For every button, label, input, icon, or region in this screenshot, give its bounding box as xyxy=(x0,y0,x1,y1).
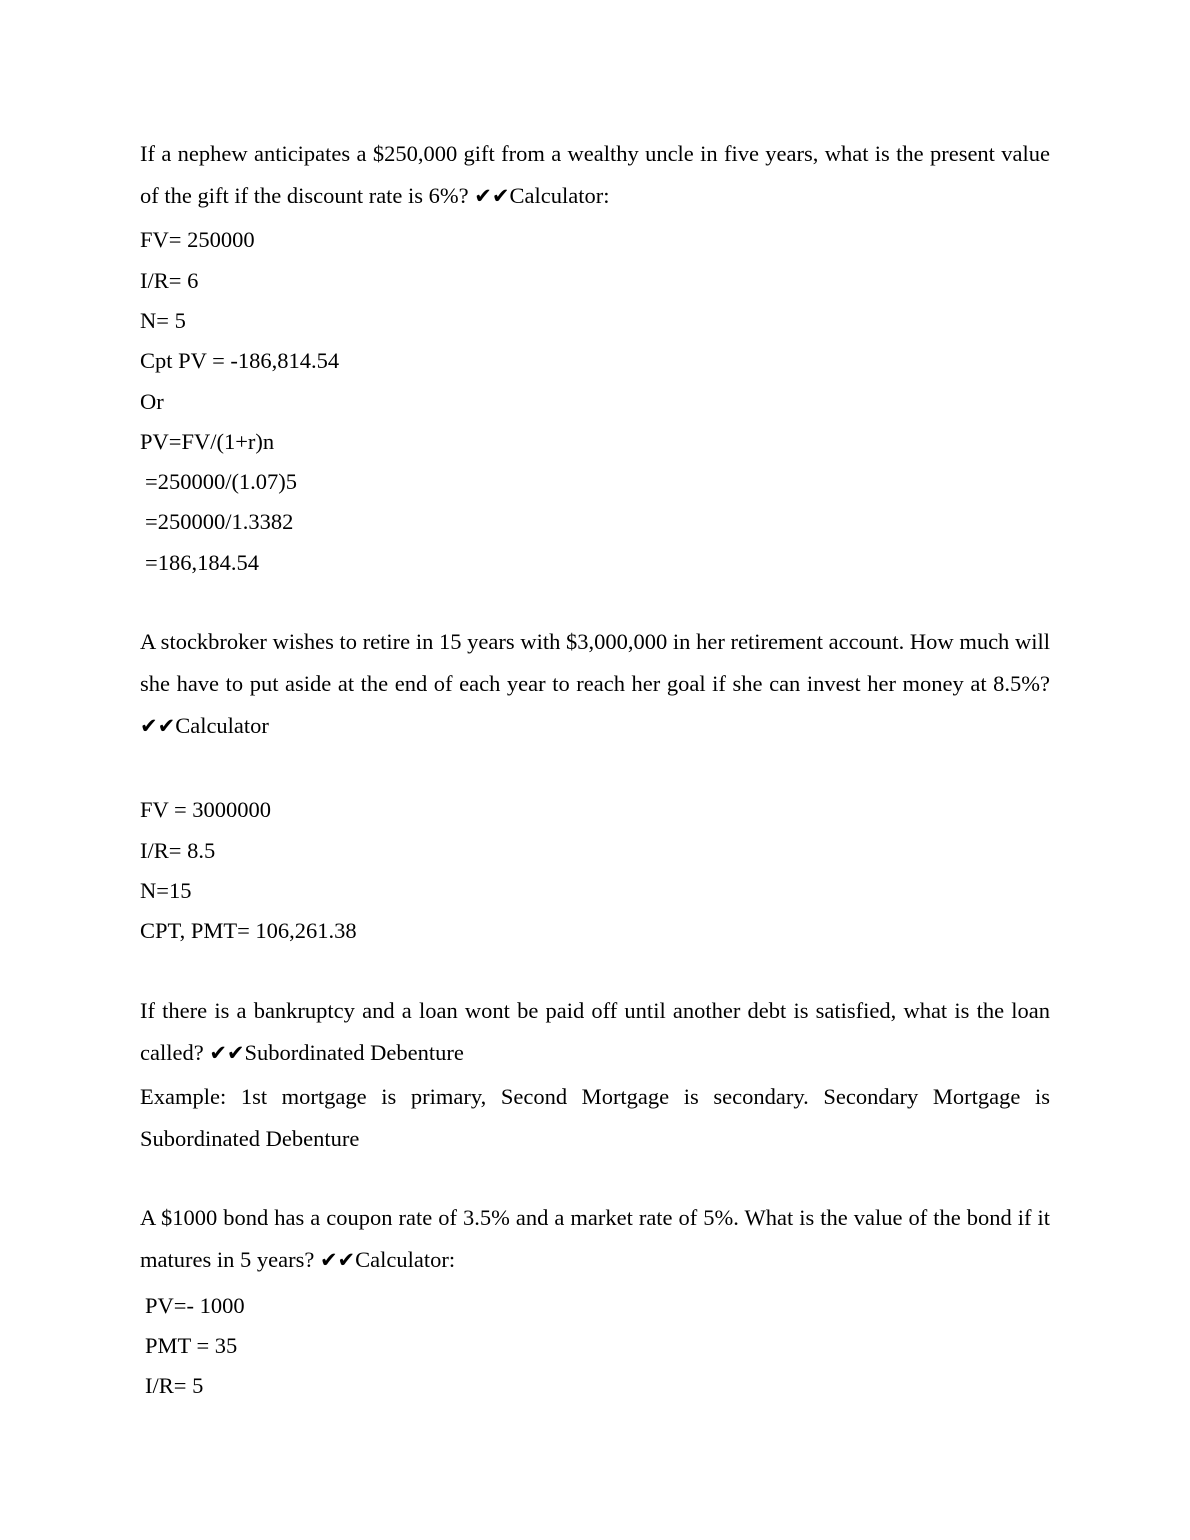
calc-line: N= 5 xyxy=(140,308,186,333)
formula-line: PV=FV/(1+r)n xyxy=(140,429,275,454)
answer-3-text: Subordinated Debenture xyxy=(244,1040,464,1065)
question-3 xyxy=(140,990,1050,1074)
formula-line: =250000/1.3382 xyxy=(145,509,294,534)
answer-1-text: Calculator: xyxy=(509,183,610,208)
answer-4-text: Calculator: xyxy=(355,1247,456,1272)
formula-line: =186,184.54 xyxy=(145,550,259,575)
answer-2-text: Calculator xyxy=(175,713,269,738)
question-4 xyxy=(140,1197,1050,1281)
question-1 xyxy=(140,133,1050,217)
double-check-icon: ✔✔ xyxy=(209,1041,245,1065)
double-check-icon: ✔✔ xyxy=(474,184,510,208)
formula-line: =250000/(1.07)5 xyxy=(145,469,298,494)
calc-line: I/R= 6 xyxy=(140,268,199,293)
calc-line: I/R= 8.5 xyxy=(140,838,216,863)
calc-line: FV= 250000 xyxy=(140,227,255,252)
calc-line: FV = 3000000 xyxy=(140,797,272,822)
example-paragraph: Example: 1st mortgage is primary, Second Mortgage is secondary. Secondary Mortgage is Subordinated Debenture xyxy=(140,1084,1050,1151)
question-4-text: A $1000 bond has a coupon rate of 3.5% and a market rate of 5%. What is the value of the bond if it matures in 5 years? xyxy=(140,1205,1050,1272)
calc-line: I/R= 5 xyxy=(145,1373,204,1398)
calc-line: CPT, PMT= 106,261.38 xyxy=(140,918,357,943)
calc-line: PMT = 35 xyxy=(145,1333,238,1358)
question-2 xyxy=(140,621,1050,747)
question-1-text: If a nephew anticipates a $250,000 gift from a wealthy uncle in five years, what is the present value of the gift if the discount rate is 6%? xyxy=(140,141,1050,208)
calc-line: PV=- 1000 xyxy=(145,1293,245,1318)
calc-line: Or xyxy=(140,389,164,414)
question-2-text: A stockbroker wishes to retire in 15 years with $3,000,000 in her retirement account. How much will she have to put aside at the end of each year to reach her goal if she can invest her money at 8.5%? xyxy=(140,629,1050,696)
double-check-icon: ✔✔ xyxy=(319,1248,356,1272)
calc-line: N=15 xyxy=(140,878,192,903)
calc-line: Cpt PV = -186,814.54 xyxy=(140,348,340,373)
question-3-text: If there is a bankruptcy and a loan wont be paid off until another debt is satisfied, what is the loan called? xyxy=(140,998,1050,1065)
double-check-icon: ✔✔ xyxy=(140,714,176,738)
